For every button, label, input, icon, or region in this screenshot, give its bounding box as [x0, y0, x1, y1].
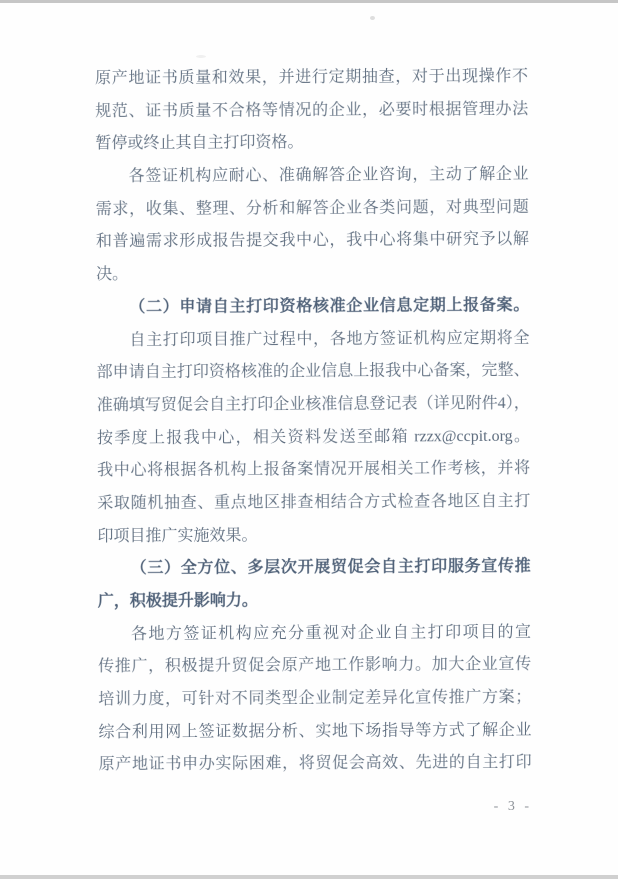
text-line: 按季度上报我中心，相关资料发送至邮箱 rzzx@ccpit.org。: [96, 427, 531, 447]
text-line: 采取随机抽查、重点地区排查相结合方式检查各地区自主打: [97, 492, 531, 512]
section-heading-line: 广，积极提升影响力。: [97, 592, 258, 610]
page-number: - 3 -: [493, 799, 532, 814]
scan-edge-top: [0, 0, 618, 3]
text-line: 各地方签证机构应充分重视对企业自主打印项目的宣: [130, 623, 532, 643]
text-line: 传推广，积极提升贸促会原产地工作影响力。加大企业宣传: [98, 656, 532, 676]
document-body: [95, 61, 532, 782]
text-line: 我中心将根据各机构上报备案情况开展相关工作考核，并将: [97, 459, 531, 480]
text-line: 培训力度，可针对不同类型企业制定差异化宣传推广方案；: [98, 688, 532, 709]
text-line: 决。: [96, 265, 129, 284]
section-heading-line: （二）申请自主打印资格核准企业信息定期上报备案。: [129, 296, 530, 316]
text-line: 需求，收集、整理、分析和解答企业各类问题，对典型问题: [95, 198, 529, 218]
text-line: 各签证机构应耐心、准确解答企业咨询，主动了解企业: [128, 165, 529, 185]
text-line: 和普遍需求形成报告提交我中心，我中心将集中研究予以解: [95, 231, 529, 251]
text-line: 原产地证书申办实际困难，将贸促会高效、先进的自主打印: [98, 754, 532, 774]
text-line: 规范、证书质量不合格等情况的企业，必要时根据管理办法: [95, 100, 529, 120]
text-line: 暂停或终止其自主打印资格。: [95, 134, 304, 153]
text-line: 原产地证书质量和效果，并进行定期抽查，对于出现操作不: [95, 67, 529, 87]
text-line: 准确填写贸促会自主打印企业核准信息登记表（详见附件4），: [96, 394, 530, 414]
section-heading-line: （三）全方位、多层次开展贸促会自主打印服务宣传推: [130, 558, 531, 578]
scan-artifact: [196, 55, 206, 58]
text-line: 自主打印项目推广过程中，各地方签证机构应定期将全: [129, 329, 530, 349]
scan-edge-bottom: [0, 875, 618, 879]
text-line: 部申请自主打印资格核准的企业信息上报我中心备案，完整、: [96, 361, 530, 382]
scan-artifact: [370, 16, 375, 20]
text-line: 综合利用网上签证数据分析、实地下场指导等方式了解企业: [98, 721, 532, 741]
text-line: 印项目推广实施效果。: [97, 526, 258, 545]
